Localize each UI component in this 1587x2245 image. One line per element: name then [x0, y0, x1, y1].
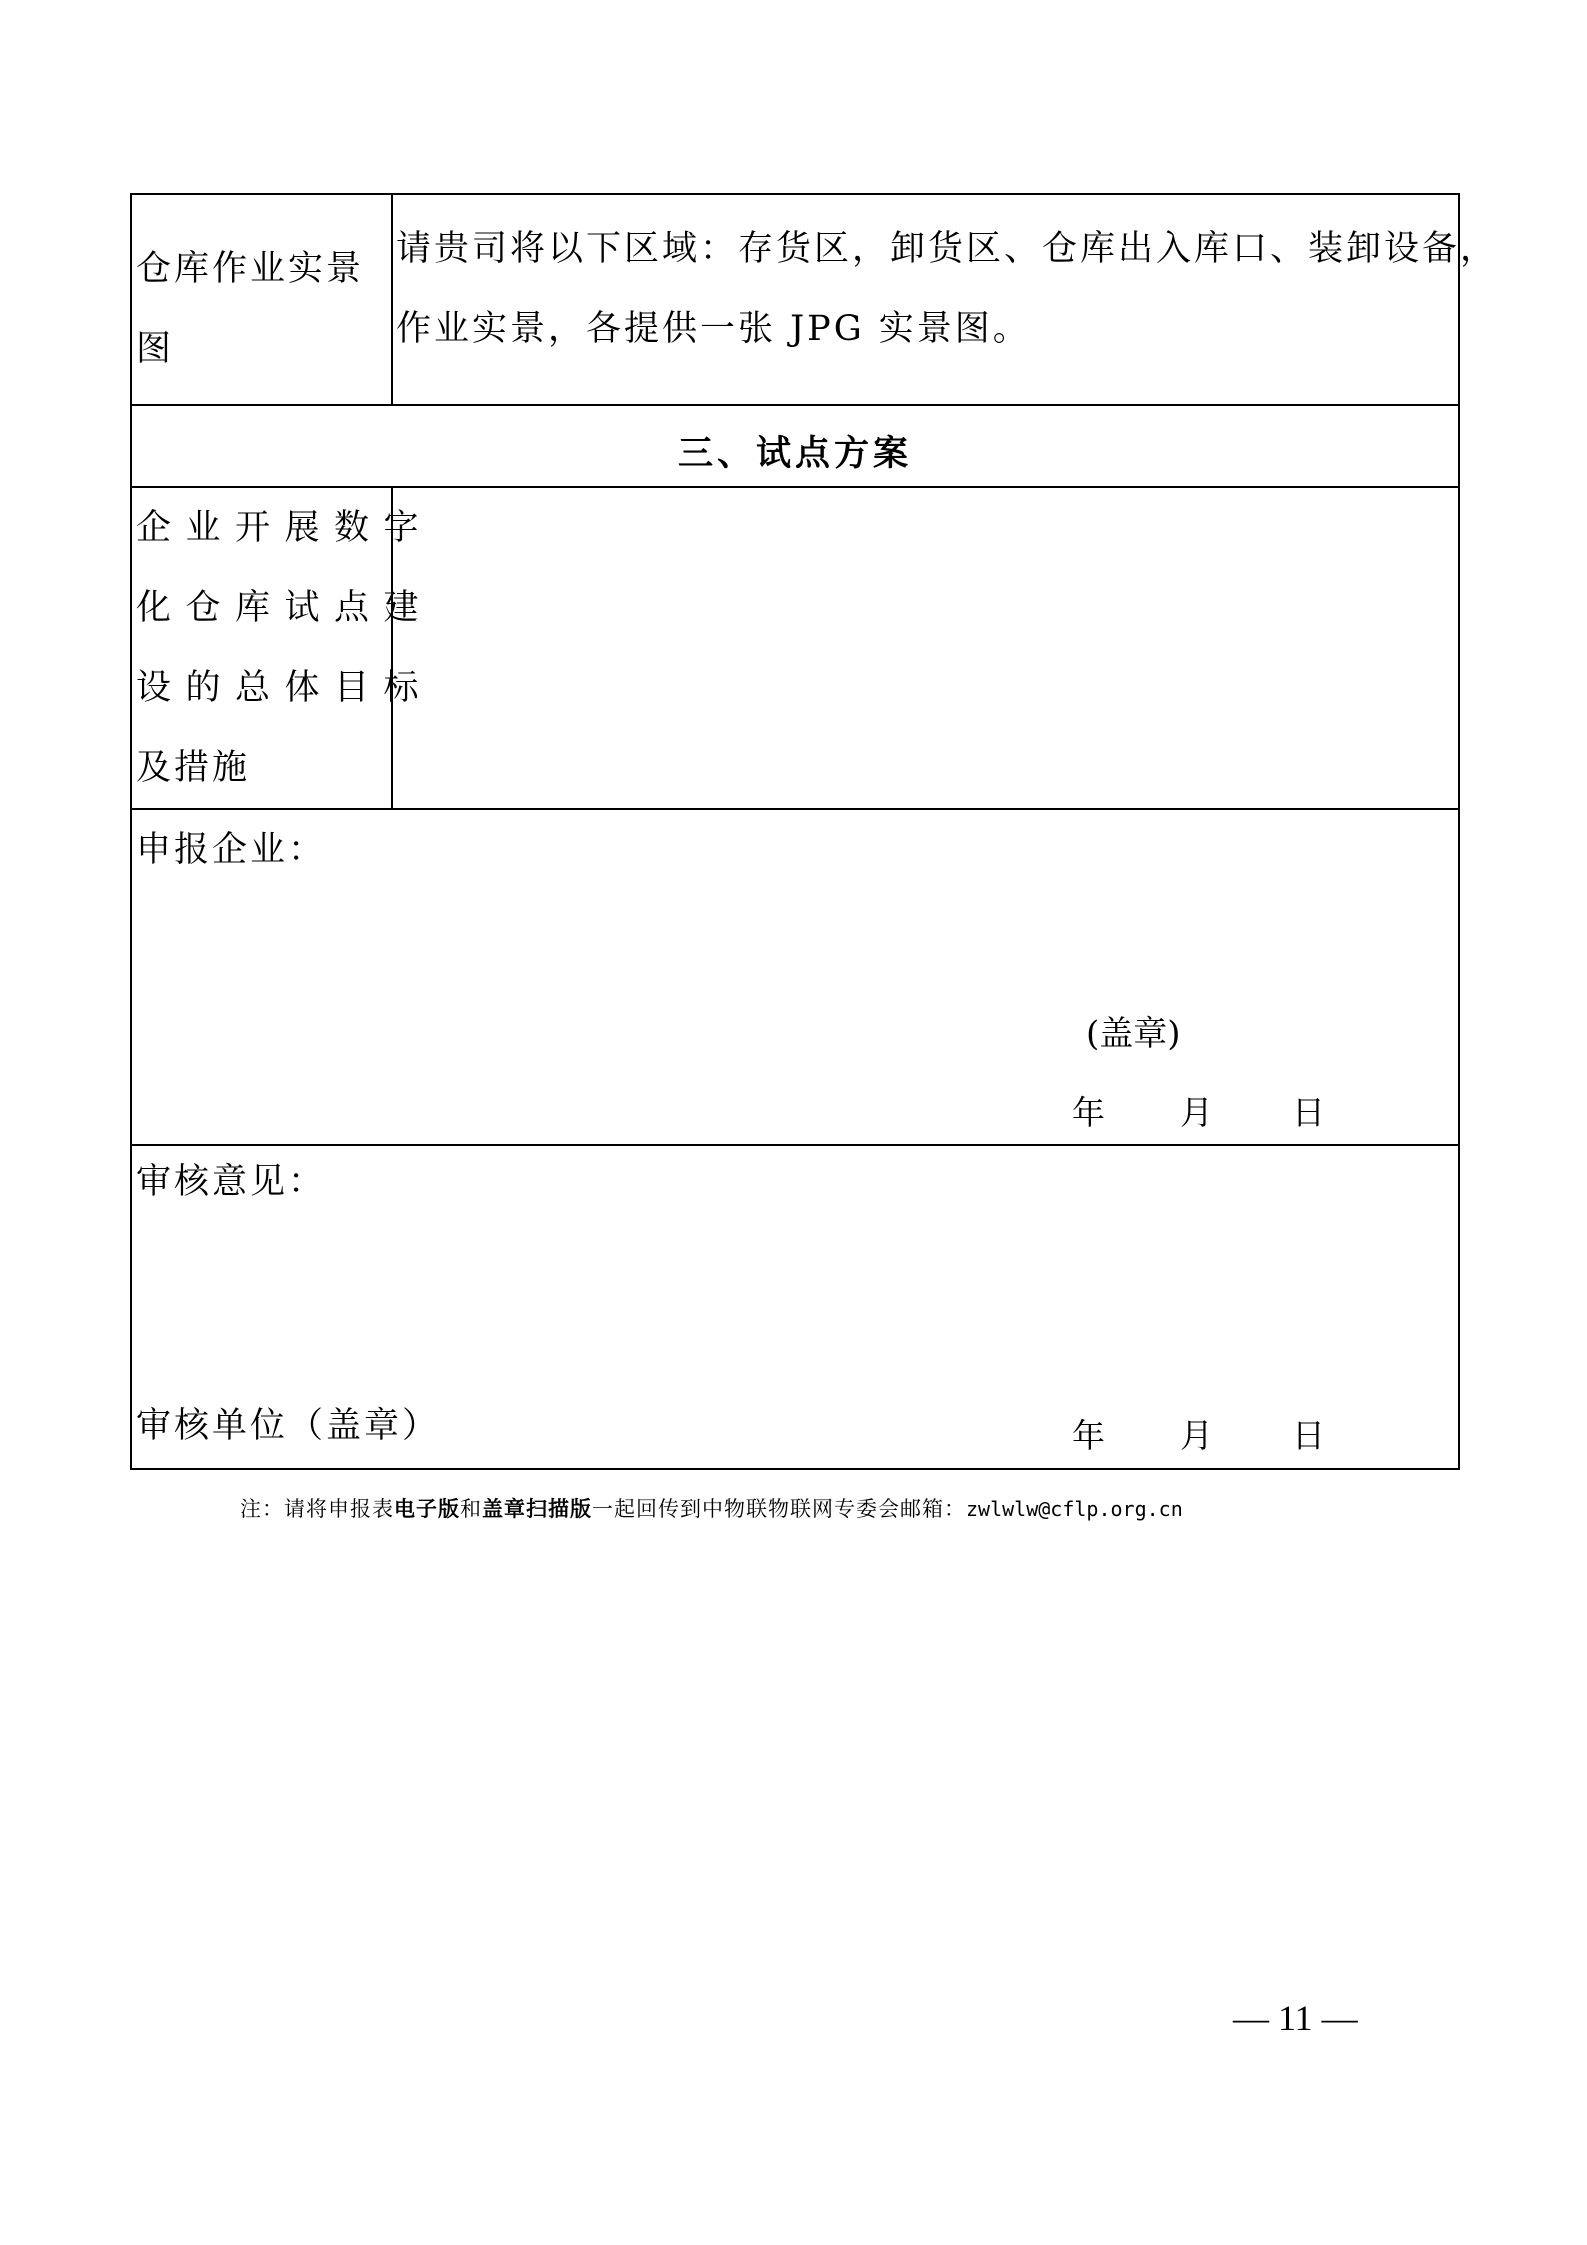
pilot-plan-label-line3: 设的总体目标: [136, 668, 434, 708]
applicant-row: [132, 808, 1458, 1146]
pilot-plan-label-line1: 企业开展数字: [136, 508, 434, 548]
submission-footnote: [240, 1493, 1183, 1523]
footnote-suffix: 一起回传到中物联物联网专委会邮箱：: [592, 1497, 966, 1521]
pilot-plan-label-line4: 及措施: [136, 748, 251, 788]
warehouse-photos-instruction-line1: 请贵司将以下区域：存货区，卸货区、仓库出入库口、装卸设备，: [396, 229, 1499, 269]
footnote-prefix: 注：请将申报表: [240, 1497, 394, 1521]
review-label: 审核意见：: [136, 1162, 327, 1202]
pilot-plan-label-line2: 化仓库试点建: [136, 588, 434, 628]
column-divider: [391, 195, 393, 405]
warehouse-photos-label-line2: 图: [136, 329, 175, 369]
section-title-row: [132, 404, 1458, 488]
page-number: — 11 —: [1233, 1998, 1358, 2038]
applicant-date-year: 年: [1072, 1093, 1105, 1132]
pilot-plan-content-field[interactable]: [396, 488, 1456, 808]
review-date-month: 月: [1180, 1416, 1213, 1455]
applicant-date-day: 日: [1292, 1093, 1325, 1132]
warehouse-photos-label: [136, 229, 364, 389]
applicant-date-month: 月: [1180, 1093, 1213, 1132]
review-date-year: 年: [1072, 1416, 1105, 1455]
section-title: 三、试点方案: [677, 434, 912, 474]
review-unit-label: 审核单位（盖章）: [136, 1406, 441, 1446]
footnote-and: 和: [460, 1497, 482, 1521]
review-row: [132, 1144, 1458, 1470]
footnote-stamped-scan: 盖章扫描版: [482, 1497, 592, 1521]
application-form-table: [130, 193, 1499, 1470]
warehouse-photos-label-line1: 仓库作业实景: [136, 249, 365, 289]
footnote-electronic-version: 电子版: [394, 1497, 460, 1521]
applicant-label: 申报企业：: [136, 830, 327, 870]
pilot-plan-row: [132, 486, 1458, 810]
warehouse-photos-instruction-line2: 作业实景，各提供一张 JPG 实景图。: [396, 309, 1031, 349]
footnote-email: zwlwlw@cflp.org.cn: [966, 1497, 1183, 1521]
review-date-day: 日: [1292, 1416, 1325, 1455]
pilot-plan-label: [136, 488, 433, 808]
applicant-stamp-label: (盖章): [1086, 1014, 1181, 1054]
